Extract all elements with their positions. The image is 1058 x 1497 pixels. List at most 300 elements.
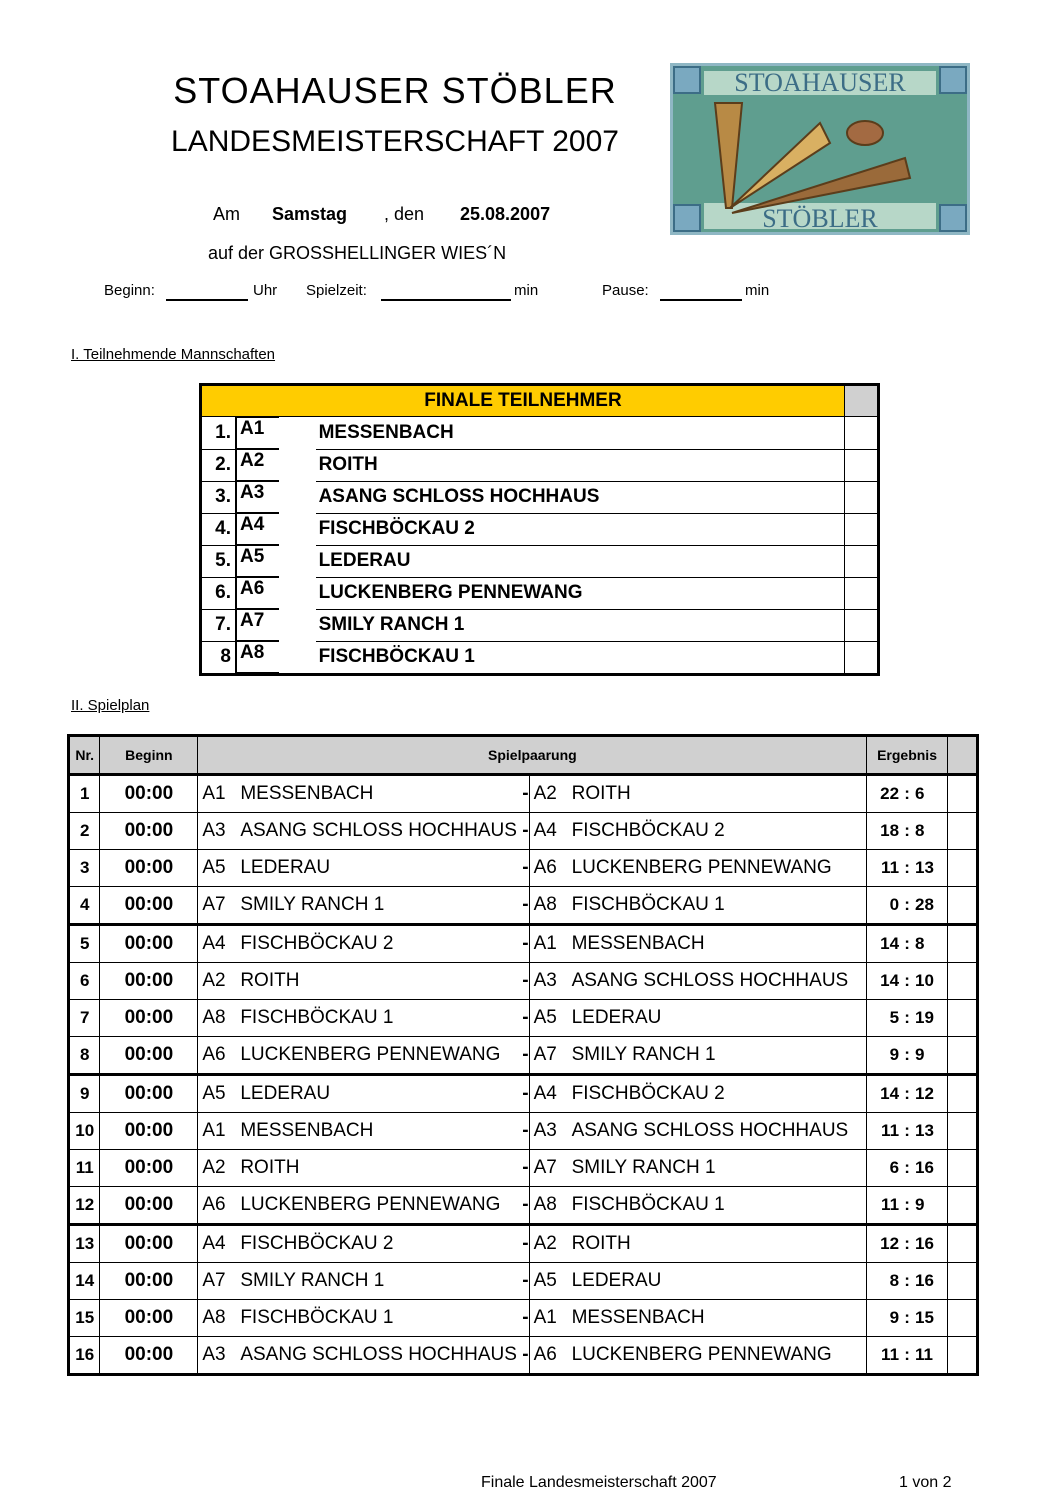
- match-number: 9: [69, 1075, 100, 1113]
- team-name: LUCKENBERG PENNEWANG: [316, 577, 845, 609]
- away-team: [529, 1113, 867, 1150]
- home-team-name: SMILY RANCH 1: [240, 1270, 385, 1291]
- score-colon: :: [904, 1084, 910, 1103]
- pairing-dash: -: [517, 1150, 529, 1187]
- score-away: 6: [915, 784, 925, 803]
- match-result[interactable]: [867, 1075, 947, 1113]
- match-row: [69, 1075, 978, 1113]
- team-row: [201, 513, 879, 545]
- pairing-dash: -: [517, 1187, 529, 1225]
- match-number: 6: [69, 963, 100, 1000]
- home-team: [198, 925, 517, 963]
- score-colon: :: [904, 858, 910, 877]
- away-team: [529, 850, 867, 887]
- away-team-name: FISCHBÖCKAU 2: [571, 1083, 725, 1104]
- away-team-name: LUCKENBERG PENNEWANG: [571, 1344, 832, 1365]
- score-away: 9: [915, 1045, 925, 1064]
- score-colon: :: [904, 1045, 910, 1064]
- away-team: [529, 1300, 867, 1337]
- match-row: [69, 1225, 978, 1263]
- team-row: [201, 577, 879, 609]
- away-team-code: A4: [533, 1083, 557, 1104]
- match-time: 00:00: [100, 925, 198, 963]
- match-check-cell[interactable]: [947, 1187, 977, 1225]
- match-result[interactable]: [867, 1113, 947, 1150]
- score-away: 9: [915, 1195, 925, 1214]
- team-name: LEDERAU: [316, 545, 845, 577]
- away-team-name: FISCHBÖCKAU 1: [571, 1194, 725, 1215]
- match-row: [69, 1037, 978, 1075]
- pause-min-label: min: [745, 282, 770, 299]
- score-colon: :: [904, 1234, 910, 1253]
- score-colon: :: [904, 784, 910, 803]
- match-check-cell[interactable]: [947, 1113, 977, 1150]
- away-team-code: A7: [533, 1044, 557, 1065]
- match-row: [69, 1300, 978, 1337]
- away-team-name: ROITH: [571, 783, 631, 804]
- team-check-cell[interactable]: [845, 513, 879, 545]
- team-index: 7.: [201, 609, 236, 641]
- match-time: 00:00: [100, 887, 198, 925]
- away-team: [529, 813, 867, 850]
- team-check-cell[interactable]: [845, 641, 879, 675]
- away-team-name: MESSENBACH: [571, 933, 705, 954]
- match-time: 00:00: [100, 1300, 198, 1337]
- col-blank: [947, 736, 977, 775]
- score-away: 16: [915, 1234, 934, 1253]
- home-team-code: A4: [202, 933, 226, 954]
- home-team-code: A5: [202, 1083, 226, 1104]
- match-number: 4: [69, 887, 100, 925]
- away-team-name: ASANG SCHLOSS HOCHHAUS: [571, 970, 849, 991]
- match-result[interactable]: [867, 1263, 947, 1300]
- score-away: 10: [915, 971, 934, 990]
- match-result[interactable]: [867, 775, 947, 813]
- home-team: [198, 813, 517, 850]
- teams-header-row: [201, 385, 879, 417]
- match-row: [69, 1263, 978, 1300]
- match-row: [69, 1187, 978, 1225]
- spielzeit-field[interactable]: [381, 283, 511, 301]
- team-index: 3.: [201, 481, 236, 513]
- away-team-code: A3: [533, 1120, 557, 1141]
- away-team: [529, 1000, 867, 1037]
- match-result[interactable]: [867, 813, 947, 850]
- team-row: [201, 641, 879, 675]
- match-result[interactable]: [867, 1337, 947, 1375]
- match-number: 8: [69, 1037, 100, 1075]
- away-team-code: A8: [533, 1194, 557, 1215]
- team-index: 4.: [201, 513, 236, 545]
- home-team: [198, 1187, 517, 1225]
- home-team: [198, 1263, 517, 1300]
- home-team-code: A8: [202, 1007, 226, 1028]
- beginn-label: Beginn:: [104, 282, 155, 299]
- score-away: 19: [915, 1008, 934, 1027]
- match-row: [69, 813, 978, 850]
- team-row: [201, 545, 879, 577]
- match-check-cell[interactable]: [947, 1337, 977, 1375]
- score-colon: :: [904, 1121, 910, 1140]
- away-team-code: A2: [533, 783, 557, 804]
- away-team-code: A8: [533, 894, 557, 915]
- team-code: A8: [236, 641, 279, 673]
- home-team-name: MESSENBACH: [240, 783, 374, 804]
- pairing-dash: -: [517, 1075, 529, 1113]
- pairing-dash: -: [517, 813, 529, 850]
- match-number: 3: [69, 850, 100, 887]
- team-index: 1.: [201, 417, 236, 450]
- event-venue: auf der GROSSHELLINGER WIES´N: [208, 243, 507, 263]
- match-number: 5: [69, 925, 100, 963]
- match-number: 16: [69, 1337, 100, 1375]
- home-team-name: LUCKENBERG PENNEWANG: [240, 1194, 501, 1215]
- logo-top-text: STOAHAUSER: [734, 68, 906, 97]
- page-title: STOAHAUSER STÖBLER: [173, 70, 617, 111]
- match-check-cell[interactable]: [947, 925, 977, 963]
- match-check-cell[interactable]: [947, 775, 977, 813]
- match-time: 00:00: [100, 1337, 198, 1375]
- match-check-cell[interactable]: [947, 963, 977, 1000]
- pairing-dash: -: [517, 925, 529, 963]
- match-result[interactable]: [867, 1000, 947, 1037]
- team-code: A5: [236, 545, 279, 577]
- match-result[interactable]: [867, 850, 947, 887]
- match-number: 13: [69, 1225, 100, 1263]
- col-pairing: Spielpaarung: [198, 736, 867, 775]
- score-away: 13: [915, 858, 934, 877]
- match-time: 00:00: [100, 775, 198, 813]
- home-team-name: FISCHBÖCKAU 2: [240, 933, 394, 954]
- home-team: [198, 1300, 517, 1337]
- away-team: [529, 775, 867, 813]
- teams-header-blank: [845, 385, 879, 417]
- home-team-name: LEDERAU: [240, 857, 331, 878]
- team-code: A4: [236, 513, 279, 545]
- away-team-code: A6: [533, 857, 557, 878]
- score-home: 8: [889, 1271, 900, 1290]
- home-team-code: A1: [202, 1120, 226, 1141]
- pairing-dash: -: [517, 1337, 529, 1375]
- score-colon: :: [904, 1158, 910, 1177]
- match-time: 00:00: [100, 1075, 198, 1113]
- match-number: 10: [69, 1113, 100, 1150]
- score-away: 16: [915, 1271, 934, 1290]
- match-check-cell[interactable]: [947, 1150, 977, 1187]
- score-home: 0: [889, 895, 900, 914]
- team-index: 6.: [201, 577, 236, 609]
- match-check-cell[interactable]: [947, 1225, 977, 1263]
- score-home: 11: [881, 1195, 900, 1214]
- beginn-field[interactable]: [166, 283, 248, 301]
- match-row: [69, 1337, 978, 1375]
- away-team-code: A7: [533, 1157, 557, 1178]
- match-row: [69, 925, 978, 963]
- away-team-name: FISCHBÖCKAU 2: [571, 820, 725, 841]
- team-row: [201, 449, 879, 481]
- score-colon: :: [904, 821, 910, 840]
- pause-field[interactable]: [660, 283, 742, 301]
- pairing-dash: -: [517, 850, 529, 887]
- pairing-dash: -: [517, 887, 529, 925]
- score-away: 11: [915, 1345, 934, 1364]
- spielzeit-min-label: min: [514, 282, 539, 299]
- match-number: 7: [69, 1000, 100, 1037]
- col-nr: Nr.: [69, 736, 100, 775]
- score-colon: :: [904, 1008, 910, 1027]
- home-team-code: A3: [202, 1344, 226, 1365]
- col-result: Ergebnis: [867, 736, 947, 775]
- match-row: [69, 850, 978, 887]
- match-check-cell[interactable]: [947, 1075, 977, 1113]
- match-time: 00:00: [100, 1225, 198, 1263]
- home-team-code: A1: [202, 783, 226, 804]
- footer-page: 1 von 2: [899, 1474, 952, 1491]
- home-team-code: A7: [202, 1270, 226, 1291]
- match-row: [69, 963, 978, 1000]
- away-team-name: LUCKENBERG PENNEWANG: [571, 857, 832, 878]
- schedule-header-row: [69, 736, 978, 775]
- score-colon: :: [904, 1345, 910, 1364]
- home-team-name: FISCHBÖCKAU 2: [240, 1233, 394, 1254]
- away-team-name: SMILY RANCH 1: [571, 1044, 716, 1065]
- uhr-label: Uhr: [253, 282, 278, 299]
- team-index: 8: [201, 641, 236, 675]
- teams-section-title: I. Teilnehmende Mannschaften: [71, 346, 276, 363]
- match-check-cell[interactable]: [947, 1300, 977, 1337]
- match-result[interactable]: [867, 887, 947, 925]
- away-team-name: ROITH: [571, 1233, 631, 1254]
- team-check-cell[interactable]: [845, 545, 879, 577]
- home-team: [198, 1150, 517, 1187]
- team-code: A7: [236, 609, 279, 641]
- match-check-cell[interactable]: [947, 850, 977, 887]
- score-colon: :: [904, 934, 910, 953]
- team-check-cell[interactable]: [845, 577, 879, 609]
- match-row: [69, 1150, 978, 1187]
- match-row: [69, 1000, 978, 1037]
- score-away: 8: [915, 821, 925, 840]
- home-team-code: A7: [202, 894, 226, 915]
- pairing-dash: -: [517, 1000, 529, 1037]
- team-row: [201, 417, 879, 450]
- away-team: [529, 1337, 867, 1375]
- home-team-name: LUCKENBERG PENNEWANG: [240, 1044, 501, 1065]
- match-number: 12: [69, 1187, 100, 1225]
- score-home: 12: [880, 1234, 900, 1253]
- home-team-name: SMILY RANCH 1: [240, 894, 385, 915]
- match-result[interactable]: [867, 1037, 947, 1075]
- away-team-name: LEDERAU: [571, 1007, 662, 1028]
- match-result[interactable]: [867, 1225, 947, 1263]
- team-index: 2.: [201, 449, 236, 481]
- match-check-cell[interactable]: [947, 1037, 977, 1075]
- away-team-code: A5: [533, 1007, 557, 1028]
- footer-title: Finale Landesmeisterschaft 2007: [481, 1474, 717, 1491]
- home-team-name: LEDERAU: [240, 1083, 331, 1104]
- pairing-dash: -: [517, 1300, 529, 1337]
- home-team-name: ASANG SCHLOSS HOCHHAUS: [240, 820, 517, 841]
- away-team: [529, 1075, 867, 1113]
- score-home: 6: [889, 1158, 900, 1177]
- home-team: [198, 963, 517, 1000]
- match-row: [69, 775, 978, 813]
- match-time: 00:00: [100, 963, 198, 1000]
- score-away: 12: [915, 1084, 934, 1103]
- pairing-dash: -: [517, 775, 529, 813]
- home-team-code: A2: [202, 1157, 226, 1178]
- match-row: [69, 887, 978, 925]
- pairing-dash: -: [517, 1225, 529, 1263]
- team-name: SMILY RANCH 1: [316, 609, 845, 641]
- match-check-cell[interactable]: [947, 1263, 977, 1300]
- team-code: A1: [236, 417, 279, 449]
- away-team-code: A5: [533, 1270, 557, 1291]
- away-team: [529, 925, 867, 963]
- away-team: [529, 1037, 867, 1075]
- home-team: [198, 850, 517, 887]
- match-number: 15: [69, 1300, 100, 1337]
- pairing-dash: -: [517, 963, 529, 1000]
- team-code: A2: [236, 449, 279, 481]
- home-team-name: FISCHBÖCKAU 1: [240, 1007, 394, 1028]
- home-team-name: ROITH: [240, 970, 300, 991]
- team-name: ROITH: [316, 449, 845, 481]
- away-team-code: A4: [533, 820, 557, 841]
- score-home: 11: [881, 858, 900, 877]
- team-row: [201, 481, 879, 513]
- score-colon: :: [904, 971, 910, 990]
- home-team-code: A2: [202, 970, 226, 991]
- score-home: 14: [880, 934, 900, 953]
- home-team-code: A5: [202, 857, 226, 878]
- home-team: [198, 1000, 517, 1037]
- team-check-cell[interactable]: [845, 609, 879, 641]
- schedule-table: [67, 734, 979, 1376]
- pause-label: Pause:: [602, 282, 649, 299]
- score-away: 28: [915, 895, 934, 914]
- home-team-name: ASANG SCHLOSS HOCHHAUS: [240, 1344, 517, 1365]
- team-row: [201, 609, 879, 641]
- score-home: 14: [880, 971, 900, 990]
- away-team: [529, 963, 867, 1000]
- away-team-code: A3: [533, 970, 557, 991]
- home-team: [198, 1113, 517, 1150]
- home-team-name: ROITH: [240, 1157, 300, 1178]
- match-time: 00:00: [100, 1113, 198, 1150]
- home-team: [198, 1337, 517, 1375]
- col-beginn: Beginn: [100, 736, 198, 775]
- score-away: 15: [915, 1308, 934, 1327]
- spielzeit-label: Spielzeit:: [306, 282, 367, 299]
- match-result[interactable]: [867, 1300, 947, 1337]
- away-team: [529, 1187, 867, 1225]
- teams-header: FINALE TEILNEHMER: [201, 385, 845, 417]
- team-name: MESSENBACH: [316, 417, 845, 450]
- den-label: , den: [384, 204, 425, 224]
- team-check-cell[interactable]: [845, 449, 879, 481]
- score-away: 13: [915, 1121, 934, 1140]
- away-team-code: A2: [533, 1233, 557, 1254]
- home-team: [198, 887, 517, 925]
- score-home: 14: [880, 1084, 900, 1103]
- team-code: A3: [236, 481, 279, 513]
- match-number: 11: [69, 1150, 100, 1187]
- match-time: 00:00: [100, 850, 198, 887]
- score-home: 5: [889, 1008, 900, 1027]
- page-subtitle: LANDESMEISTERSCHAFT 2007: [171, 125, 619, 158]
- score-colon: :: [904, 895, 910, 914]
- home-team-code: A6: [202, 1044, 226, 1065]
- match-result[interactable]: [867, 963, 947, 1000]
- logo-bottom-text: STÖBLER: [762, 204, 878, 233]
- away-team-name: SMILY RANCH 1: [571, 1157, 716, 1178]
- team-check-cell[interactable]: [845, 417, 879, 450]
- match-check-cell[interactable]: [947, 813, 977, 850]
- match-number: 1: [69, 775, 100, 813]
- match-row: [69, 1113, 978, 1150]
- away-team-code: A6: [533, 1344, 557, 1365]
- score-colon: :: [904, 1195, 910, 1214]
- team-index: 5.: [201, 545, 236, 577]
- home-team: [198, 1225, 517, 1263]
- team-name: FISCHBÖCKAU 2: [316, 513, 845, 545]
- pairing-dash: -: [517, 1037, 529, 1075]
- schedule-section-title: II. Spielplan: [71, 697, 150, 714]
- match-result[interactable]: [867, 1187, 947, 1225]
- score-away: 16: [915, 1158, 934, 1177]
- match-number: 2: [69, 813, 100, 850]
- pairing-dash: -: [517, 1263, 529, 1300]
- match-result[interactable]: [867, 1150, 947, 1187]
- home-team-code: A3: [202, 820, 226, 841]
- score-home: 11: [881, 1345, 900, 1364]
- away-team-name: MESSENBACH: [571, 1307, 705, 1328]
- am-label: Am: [213, 204, 240, 224]
- team-check-cell[interactable]: [845, 481, 879, 513]
- pairing-dash: -: [517, 1113, 529, 1150]
- team-name: FISCHBÖCKAU 1: [316, 641, 845, 675]
- match-time: 00:00: [100, 1263, 198, 1300]
- away-team-code: A1: [533, 933, 557, 954]
- match-time: 00:00: [100, 1000, 198, 1037]
- match-check-cell[interactable]: [947, 887, 977, 925]
- team-name: ASANG SCHLOSS HOCHHAUS: [316, 481, 845, 513]
- match-result[interactable]: [867, 925, 947, 963]
- away-team-code: A1: [533, 1307, 557, 1328]
- score-away: 8: [915, 934, 925, 953]
- away-team: [529, 1225, 867, 1263]
- away-team: [529, 1150, 867, 1187]
- home-team: [198, 775, 517, 813]
- home-team-code: A4: [202, 1233, 226, 1254]
- score-home: 9: [889, 1045, 900, 1064]
- home-team: [198, 1037, 517, 1075]
- score-home: 18: [880, 821, 900, 840]
- event-day: Samstag: [272, 204, 348, 224]
- away-team-name: FISCHBÖCKAU 1: [571, 894, 725, 915]
- score-home: 9: [889, 1308, 900, 1327]
- away-team: [529, 1263, 867, 1300]
- score-colon: :: [904, 1271, 910, 1290]
- away-team-name: ASANG SCHLOSS HOCHHAUS: [571, 1120, 849, 1141]
- match-time: 00:00: [100, 1037, 198, 1075]
- match-check-cell[interactable]: [947, 1000, 977, 1037]
- match-time: 00:00: [100, 1187, 198, 1225]
- home-team-code: A8: [202, 1307, 226, 1328]
- club-logo: [670, 63, 970, 235]
- home-team-name: FISCHBÖCKAU 1: [240, 1307, 394, 1328]
